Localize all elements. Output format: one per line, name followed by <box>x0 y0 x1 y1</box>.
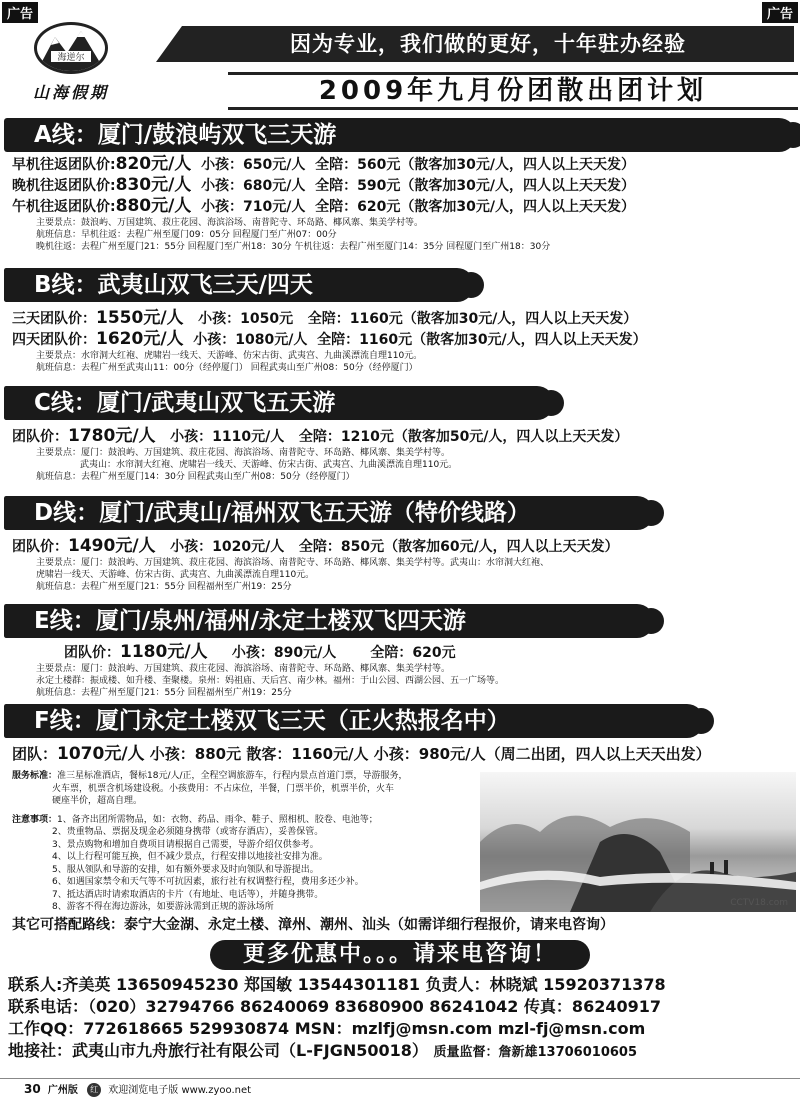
attention-item: 注意事项：1、备齐出团所需物品，如：衣物、药品、雨伞、鞋子、照相机、胶卷、电池等； <box>12 814 378 825</box>
slogan-banner: 因为专业，我们做的更好，十年驻办经验 <box>182 26 794 62</box>
brand-logo <box>6 22 136 112</box>
price-line: 四天团队价：1620元/人 小孩：1080元/人 全陪：1160元（散客加30元/人，四人以上天天发） <box>12 329 647 349</box>
page-number: 30 <box>24 1082 41 1096</box>
route-detail: 永定土楼群：振成楼、如升楼、奎聚楼。泉州：妈祖庙、天后宫、南少林。福州：于山公园、西湖公园、五一广场等。 <box>36 676 505 686</box>
attention-item: 6、如遇国家禁令和天气等不可抗因素，旅行社有权调整行程，费用多还少补。 <box>52 877 364 887</box>
route-c <box>4 386 796 483</box>
service-standard-line: 硬座半价，超高自理。 <box>52 796 143 806</box>
route-detail: 主要景点：水帘洞大红袍、虎啸岩一线天、天游峰、仿宋古街、武夷宫、九曲溪漂流自理110元。 <box>36 351 423 361</box>
contact-persons: 联系人:齐美英 13650945230 郑国敏 13544301181 负责人：林晓斌 15920371378 <box>8 975 666 994</box>
route-d <box>4 496 796 593</box>
route-detail: 航班信息：早机往返：去程广州至厦门09：05分 回程厦门至广州07：00分 <box>36 230 337 240</box>
route-detail: 晚机往返：去程广州至厦门21：55分 回程厦门至广州18：30分 午机往返：去程广州至厦门14：35分 回程厦门至广州18：30分 <box>36 242 551 252</box>
header <box>0 18 800 114</box>
route-title: F线：厦门永定土楼双飞三天（正火热报名中） <box>4 704 704 738</box>
contact-info <box>8 974 798 1064</box>
service-notes <box>12 770 572 914</box>
route-b <box>4 268 796 374</box>
logo-text: 山海假期 <box>32 83 109 102</box>
price-line: 团队价：1180元/人 小孩：890元/人 全陪：620元 <box>64 642 456 662</box>
publisher-badge-icon: 红 <box>87 1083 101 1097</box>
contact-qq-msn: 工作QQ：772618665 529930874 MSN：mzlfj@msn.com mzl-fj@msn.com <box>8 1019 646 1038</box>
route-title: E线：厦门/泉州/福州/永定土楼双飞四天游 <box>4 604 654 638</box>
logo-mark-text: 海逆尔 <box>57 53 85 63</box>
attention-item: 4、以上行程可能互换，但不减少景点，行程安排以地接社安排为准。 <box>52 852 328 862</box>
price-line: 晚机往返团队价:830元/人 小孩：680元/人 全陪：590元（散客加30元/人，四人以上天天发） <box>12 175 635 195</box>
ground-agency: 地接社：武夷山市九舟旅行社有限公司（L-FJGN50018） 质量监督：詹新雄13706010605 <box>8 1041 637 1060</box>
route-title: C线：厦门/武夷山双飞五天游 <box>4 386 554 420</box>
image-watermark: CCTV18.com <box>730 898 788 908</box>
route-detail: 武夷山：水帘洞大红袍、虎啸岩一线天、天游峰、仿宋古街、武夷宫、九曲溪漂流自理110元。 <box>80 460 458 470</box>
price-line: 早机往返团队价:820元/人 小孩：650元/人 全陪：560元（散客加30元/人，四人以上天天发） <box>12 154 635 174</box>
page-title: 2009年九月份团散出团计划 <box>228 72 798 110</box>
mountain-logo-icon <box>34 22 108 74</box>
edition-label: 广州版 <box>47 1085 78 1096</box>
contact-phones: 联系电话：（020）32794766 86240069 83680900 86241042 传真：86240917 <box>8 997 661 1016</box>
website-link[interactable]: 欢迎浏览电子版 www.zyoo.net <box>108 1085 252 1096</box>
attention-item: 7、抵达酒店时请索取酒店的卡片（有地址、电话等），并随身携带。 <box>52 889 324 900</box>
route-e <box>4 604 796 699</box>
route-detail: 主要景点：鼓浪屿、万国建筑、菽庄花园、海滨浴场、南普陀寺、环岛路、椰风寨、集美学村等。 <box>36 218 424 228</box>
route-detail: 航班信息：去程广州至武夷山11：00分（经停厦门） 回程武夷山至广州08：50分（经停厦门） <box>36 363 418 373</box>
ad-tag-right: 广告 <box>762 2 798 23</box>
price-line: 团队：1070元/人 小孩：880元 散客：1160元/人 小孩：980元/人（周二出团，四人以上天天出发） <box>12 744 711 764</box>
service-standard: 服务标准：准三星标准酒店，餐标18元/人/正，全程空调旅游车，行程内景点首道门票，导游服务， <box>12 771 408 781</box>
route-detail: 航班信息：去程广州至厦门21：55分 回程福州至广州19：25分 <box>36 688 292 698</box>
route-f <box>4 704 796 764</box>
price-line: 三天团队价：1550元/人 小孩：1050元 全陪：1160元（散客加30元/人，四人以上天天发） <box>12 308 638 328</box>
other-routes: 其它可搭配路线：泰宁大金湖、永定土楼、漳州、潮州、汕头（如需详细行程报价，请来电咨询） <box>12 917 614 933</box>
promo-banner: 更多优惠中。。。请来电咨询！ <box>210 940 590 970</box>
route-detail: 航班信息：去程广州至厦门14：30分 回程武夷山至广州08：50分（经停厦门） <box>36 472 355 482</box>
price-line: 团队价：1490元/人 小孩：1020元/人 全陪：850元（散客加60元/人，四人以上天天发） <box>12 536 619 556</box>
route-title: D线：厦门/武夷山/福州双飞五天游（特价线路） <box>4 496 654 530</box>
route-title: B线：武夷山双飞三天/四天 <box>4 268 474 302</box>
route-title: A线：厦门/鼓浪屿双飞三天游 <box>4 118 796 152</box>
route-detail: 虎啸岩一线天、天游峰、仿宋古街、武夷宫、九曲溪漂流自理110元。 <box>36 570 315 580</box>
quality-supervisor: 质量监督：詹新雄13706010605 <box>433 1045 637 1060</box>
route-a <box>4 118 796 253</box>
attention-item: 5、服从领队和导游的安排，如有额外要求及时向领队和导游提出。 <box>52 864 319 875</box>
route-detail: 主要景点：厦门：鼓浪屿、万国建筑、菽庄花园、海滨浴场、南普陀寺、环岛路、椰风寨、集美学村等。 <box>36 664 451 674</box>
price-line: 午机往返团队价:880元/人 小孩：710元/人 全陪：620元（散客加30元/人，四人以上天天发） <box>12 196 635 216</box>
attention-item: 8、游客不得在海边游泳，如要游泳需到正规的游泳场所 <box>52 902 274 912</box>
attention-item: 3、景点购物和增加自费项目请根据自己需要，导游介绍仅供参考。 <box>52 839 319 850</box>
route-detail: 主要景点：厦门：鼓浪屿、万国建筑、菽庄花园、海滨浴场、南普陀寺、环岛路、椰风寨、集美学村等。 <box>36 448 451 458</box>
route-detail: 航班信息：去程广州至厦门21：55分 回程福州至广州19：25分 <box>36 582 292 592</box>
service-standard-line: 火车票，机票含机场建设税。小孩费用：不占床位，半餐，门票半价，机票半价，火车 <box>52 783 395 794</box>
route-detail: 主要景点：厦门：鼓浪屿、万国建筑、菽庄花园、海滨浴场、南普陀寺、环岛路、椰风寨、集美学村等。武夷山：水帘洞大红袍、 <box>36 558 550 568</box>
price-line: 团队价：1780元/人 小孩：1110元/人 全陪：1210元（散客加50元/人，四人以上天天发） <box>12 426 629 446</box>
attention-item: 2、贵重物品、票据及现金必须随身携带（或寄存酒店），妥善保管。 <box>52 827 324 837</box>
page-footer <box>0 1078 800 1100</box>
ad-tag-left: 广告 <box>2 2 38 23</box>
